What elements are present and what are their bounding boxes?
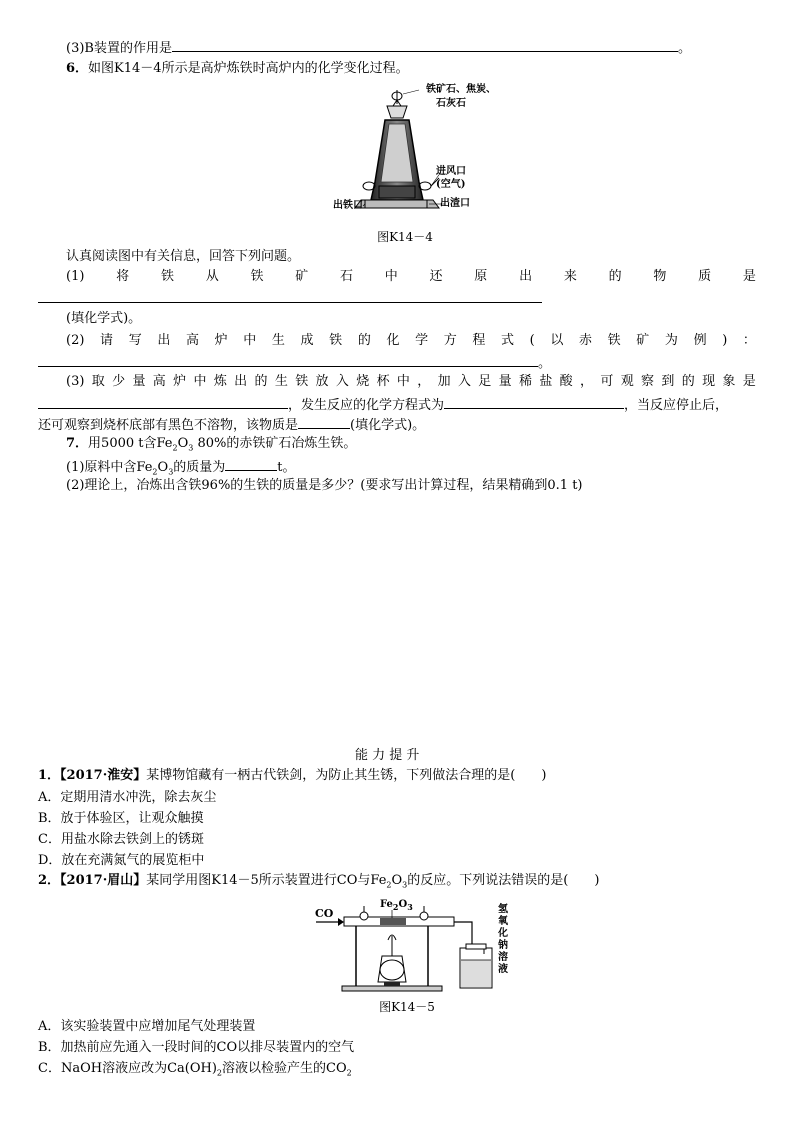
- q6-p3-char: 中: [396, 374, 410, 389]
- q6-p1-char: (1): [66, 269, 85, 284]
- q7-stem-c: 80%的赤铁矿石冶炼生铁。: [193, 436, 357, 451]
- q6-p2-char: ：: [742, 333, 756, 348]
- ab2-option-c-b: 溶液以检验产生的CO: [222, 1061, 347, 1076]
- naoh-label-char: 溶: [498, 952, 508, 963]
- ab1-source-tag: 【2017·淮安】: [60, 768, 147, 783]
- q6-p3-char: 酸: [559, 374, 573, 389]
- q6-p1-char: 铁: [250, 269, 264, 284]
- q7-p2-line: (2)理论上，冶炼出含铁96%的生铁的质量是多少？(要求写出计算过程，结果精确到0.1 t): [66, 478, 583, 493]
- ab1-stem: 某博物馆藏有一柄古代铁剑，为防止其生锈，下列做法合理的是( ): [146, 768, 547, 783]
- q6-p2-char: 程: [472, 333, 486, 348]
- figure-caption-k14-5: 图K14－5: [379, 1000, 435, 1014]
- q6-p3-char: 生: [274, 374, 288, 389]
- label-slag-outlet: 出渣口: [440, 198, 470, 209]
- q6-p3-blank-equation[interactable]: [444, 394, 624, 409]
- q7-p1-blank[interactable]: [225, 456, 277, 471]
- q6-p1-char: 中: [384, 269, 398, 284]
- ab2-stem-sub2: 3: [402, 880, 408, 890]
- q6-p3-blank-phenomenon[interactable]: [38, 394, 288, 409]
- q6-p3-text-a: ，发生反应的化学方程式为: [288, 398, 445, 413]
- q6-p3-char: 少: [112, 374, 126, 389]
- ab1-option-a[interactable]: A．定期用清水冲洗，除去灰尘: [38, 790, 217, 805]
- label-air-inlet: 进风口: [436, 166, 466, 177]
- q6-p2-char: 出: [157, 333, 171, 348]
- label-fe2o3-b: O: [398, 899, 408, 910]
- label-fe2o3-s2: 3: [407, 902, 413, 912]
- ab1-option-d[interactable]: D．放在充满氮气的展览柜中: [38, 853, 205, 868]
- label-fe2o3: [380, 899, 413, 913]
- q6-p2-char: 学: [415, 333, 429, 348]
- figure-caption-k14-4: 图K14－4: [377, 230, 433, 244]
- ab2-stem-a: 某同学用图K14－5所示装置进行CO与Fe: [146, 873, 387, 888]
- q6-p3-char: (3): [66, 374, 85, 389]
- q6-p3-char: 取: [91, 374, 105, 389]
- ab1-number: 1．: [38, 768, 61, 783]
- q7-number: 7．: [66, 436, 89, 451]
- q6-p2-char: (2): [66, 333, 85, 348]
- label-naoh-solution: [497, 904, 509, 976]
- ab2-source-tag: 【2017·眉山】: [60, 873, 147, 888]
- q6-intro: 认真阅读图中有关信息，回答下列问题。: [66, 249, 301, 264]
- q7-p1-sub2: 3: [168, 467, 174, 477]
- section-title: 能 力 提 升: [355, 748, 420, 763]
- label-air-inlet-2: (空气): [436, 179, 466, 190]
- q6-p2-char: 方: [443, 333, 457, 348]
- ab2-option-c-a: C．NaOH溶液应改为Ca(OH): [38, 1061, 217, 1076]
- q6-p2-char: 铁: [329, 333, 343, 348]
- naoh-label-char: 液: [498, 964, 508, 975]
- q6-p1-char: 是: [742, 269, 756, 284]
- ab2-stem-c: 的反应。下列说法错误的是( ): [407, 873, 600, 888]
- q6-p3-text-c: 还可观察到烧杯底部有黑色不溶物，该物质是: [38, 418, 299, 433]
- label-fe2o3-s1: 2: [392, 902, 399, 912]
- q6-p3-char: 炉: [173, 374, 187, 389]
- q3b-text: (3)B装置的作用是: [66, 41, 172, 56]
- q7-stem-sub1: 2: [172, 443, 178, 453]
- q6-p1-char: 石: [340, 269, 354, 284]
- ab2-stem-sub1: 2: [386, 880, 392, 890]
- q6-p3-char: 高: [152, 374, 166, 389]
- q6-p3-char: 可: [600, 374, 614, 389]
- q6-number: 6．: [66, 61, 89, 76]
- label-co: CO: [315, 907, 334, 920]
- q6-p2-answer-line: [38, 352, 551, 373]
- ab2-option-c-sub: 2: [216, 1068, 222, 1078]
- q6-p2-char: ): [722, 333, 728, 348]
- q6-p2-char: 中: [243, 333, 257, 348]
- q6-p2-char: 赤: [579, 333, 593, 348]
- q6-p1-char: 还: [429, 269, 443, 284]
- q6-p3-char: 入: [335, 374, 349, 389]
- q6-p2-char: 铁: [607, 333, 621, 348]
- q6-p1-char: 来: [563, 269, 577, 284]
- q6-p3-char: 稀: [518, 374, 532, 389]
- q6-p1-blank[interactable]: [38, 301, 542, 303]
- q6-p1-line: [66, 268, 756, 286]
- q6-p2-end: 。: [538, 356, 552, 371]
- label-iron-outlet: 出铁口: [333, 200, 363, 211]
- q6-p2-char: 为: [664, 333, 678, 348]
- q6-p1-char: 矿: [295, 269, 309, 284]
- q6-p3-text-d: (填化学式)。: [350, 418, 426, 433]
- q6-p3-blank-formula[interactable]: [298, 414, 350, 429]
- q6-p2-char: 炉: [214, 333, 228, 348]
- q6-p3-line1: [66, 373, 756, 391]
- ab2-number: 2．: [38, 873, 61, 888]
- q6-p3-char: ，: [580, 374, 594, 389]
- naoh-label-char: 氢: [498, 904, 508, 915]
- q3b-blank[interactable]: [172, 37, 678, 52]
- naoh-label-char: 氧: [498, 916, 508, 927]
- q6-p3-char: 放: [315, 374, 329, 389]
- q7-stem-a: 用5000 t含Fe: [88, 436, 173, 451]
- q6-p2-char: 成: [300, 333, 314, 348]
- q6-p3-line3: [38, 414, 425, 435]
- ab1-option-b[interactable]: B．放于体验区，让观众触摸: [38, 811, 204, 826]
- q6-p3-char: 量: [132, 374, 146, 389]
- q6-p1-char: 原: [474, 269, 488, 284]
- q7-p1-c: 的质量为: [173, 460, 226, 475]
- q6-p3-char: 是: [742, 374, 756, 389]
- q3b-line: [66, 37, 691, 58]
- label-top-feed: 铁矿石、焦炭、: [426, 84, 496, 95]
- q6-p3-char: 中: [193, 374, 207, 389]
- q6-p3-char: 象: [722, 374, 736, 389]
- q6-p2-blank[interactable]: [38, 352, 538, 367]
- q6-p3-text-b: ，当反应停止后，: [624, 398, 729, 413]
- q3b-end: 。: [677, 41, 691, 56]
- q7-p1-d: t。: [277, 460, 296, 475]
- ab1-option-c[interactable]: C．用盐水除去铁剑上的锈斑: [38, 832, 204, 847]
- q6-p2-char: (: [529, 333, 535, 348]
- q6-p3-char: 杯: [376, 374, 390, 389]
- q6-p2-char: 请: [100, 333, 114, 348]
- ab2-stem-line: [38, 872, 599, 895]
- q6-p2-char: 写: [128, 333, 142, 348]
- q6-p2-char: 以: [550, 333, 564, 348]
- q6-p3-char: 烧: [356, 374, 370, 389]
- q6-p3-char: 铁: [295, 374, 309, 389]
- q7-stem-line: [66, 435, 356, 458]
- q6-stem: 如图K14－4所示是高炉炼铁时高炉内的化学变化过程。: [88, 61, 409, 76]
- q6-p3-line2: [38, 394, 728, 415]
- ab1-stem-line: [38, 767, 546, 785]
- q6-p3-char: ，: [417, 374, 431, 389]
- label-fe2o3-a: Fe: [380, 899, 393, 910]
- q7-stem-sub2: 3: [188, 443, 194, 453]
- ab2-option-c[interactable]: [38, 1060, 352, 1083]
- q6-p2-line: [66, 332, 756, 350]
- q6-p3-char: 入: [457, 374, 471, 389]
- q6-p2-char: 高: [185, 333, 199, 348]
- q6-p1-char: 铁: [160, 269, 174, 284]
- ab2-option-c-sub2: 2: [346, 1068, 352, 1078]
- label-top-feed-2: 石灰石: [436, 98, 466, 109]
- naoh-label-char: 化: [498, 928, 508, 939]
- q6-p3-char: 的: [681, 374, 695, 389]
- q6-p1-end: (填化学式)。: [66, 311, 142, 326]
- q6-p3-char: 察: [641, 374, 655, 389]
- q6-p3-char: 炼: [213, 374, 227, 389]
- q6-p3-char: 盐: [539, 374, 553, 389]
- q6-p1-char: 物: [653, 269, 667, 284]
- q6-p3-char: 现: [702, 374, 716, 389]
- q6-p2-char: 生: [271, 333, 285, 348]
- q7-p1-b: O: [157, 460, 169, 475]
- q6-p3-char: 到: [661, 374, 675, 389]
- q7-stem-b: O: [177, 436, 189, 451]
- q6-p1-char: 出: [519, 269, 533, 284]
- q6-p3-char: 量: [498, 374, 512, 389]
- q6-p2-char: 式: [501, 333, 515, 348]
- q6-p3-char: 观: [620, 374, 634, 389]
- q6-p3-char: 加: [437, 374, 451, 389]
- q7-p1-a: (1)原料中含Fe: [66, 460, 153, 475]
- ab2-stem-b: O: [391, 873, 403, 888]
- q7-p1-sub1: 2: [152, 467, 158, 477]
- q6-p2-char: 例: [693, 333, 707, 348]
- q6-p1-char: 从: [205, 269, 219, 284]
- q6-p3-char: 的: [254, 374, 268, 389]
- q6-p1-char: 质: [698, 269, 712, 284]
- q6-p1-char: 的: [608, 269, 622, 284]
- naoh-label-char: 钠: [498, 940, 508, 951]
- q6-p2-char: 的: [357, 333, 371, 348]
- q6-p1-char: 将: [116, 269, 130, 284]
- ab2-option-b[interactable]: B．加热前应先通入一段时间的CO以排尽装置内的空气: [38, 1040, 355, 1055]
- q6-p3-char: 足: [478, 374, 492, 389]
- q6-stem-line: [66, 60, 409, 78]
- q6-p3-char: 出: [234, 374, 248, 389]
- ab2-option-a[interactable]: A．该实验装置中应增加尾气处理装置: [38, 1019, 256, 1034]
- q6-p2-char: 化: [386, 333, 400, 348]
- q6-p2-char: 矿: [636, 333, 650, 348]
